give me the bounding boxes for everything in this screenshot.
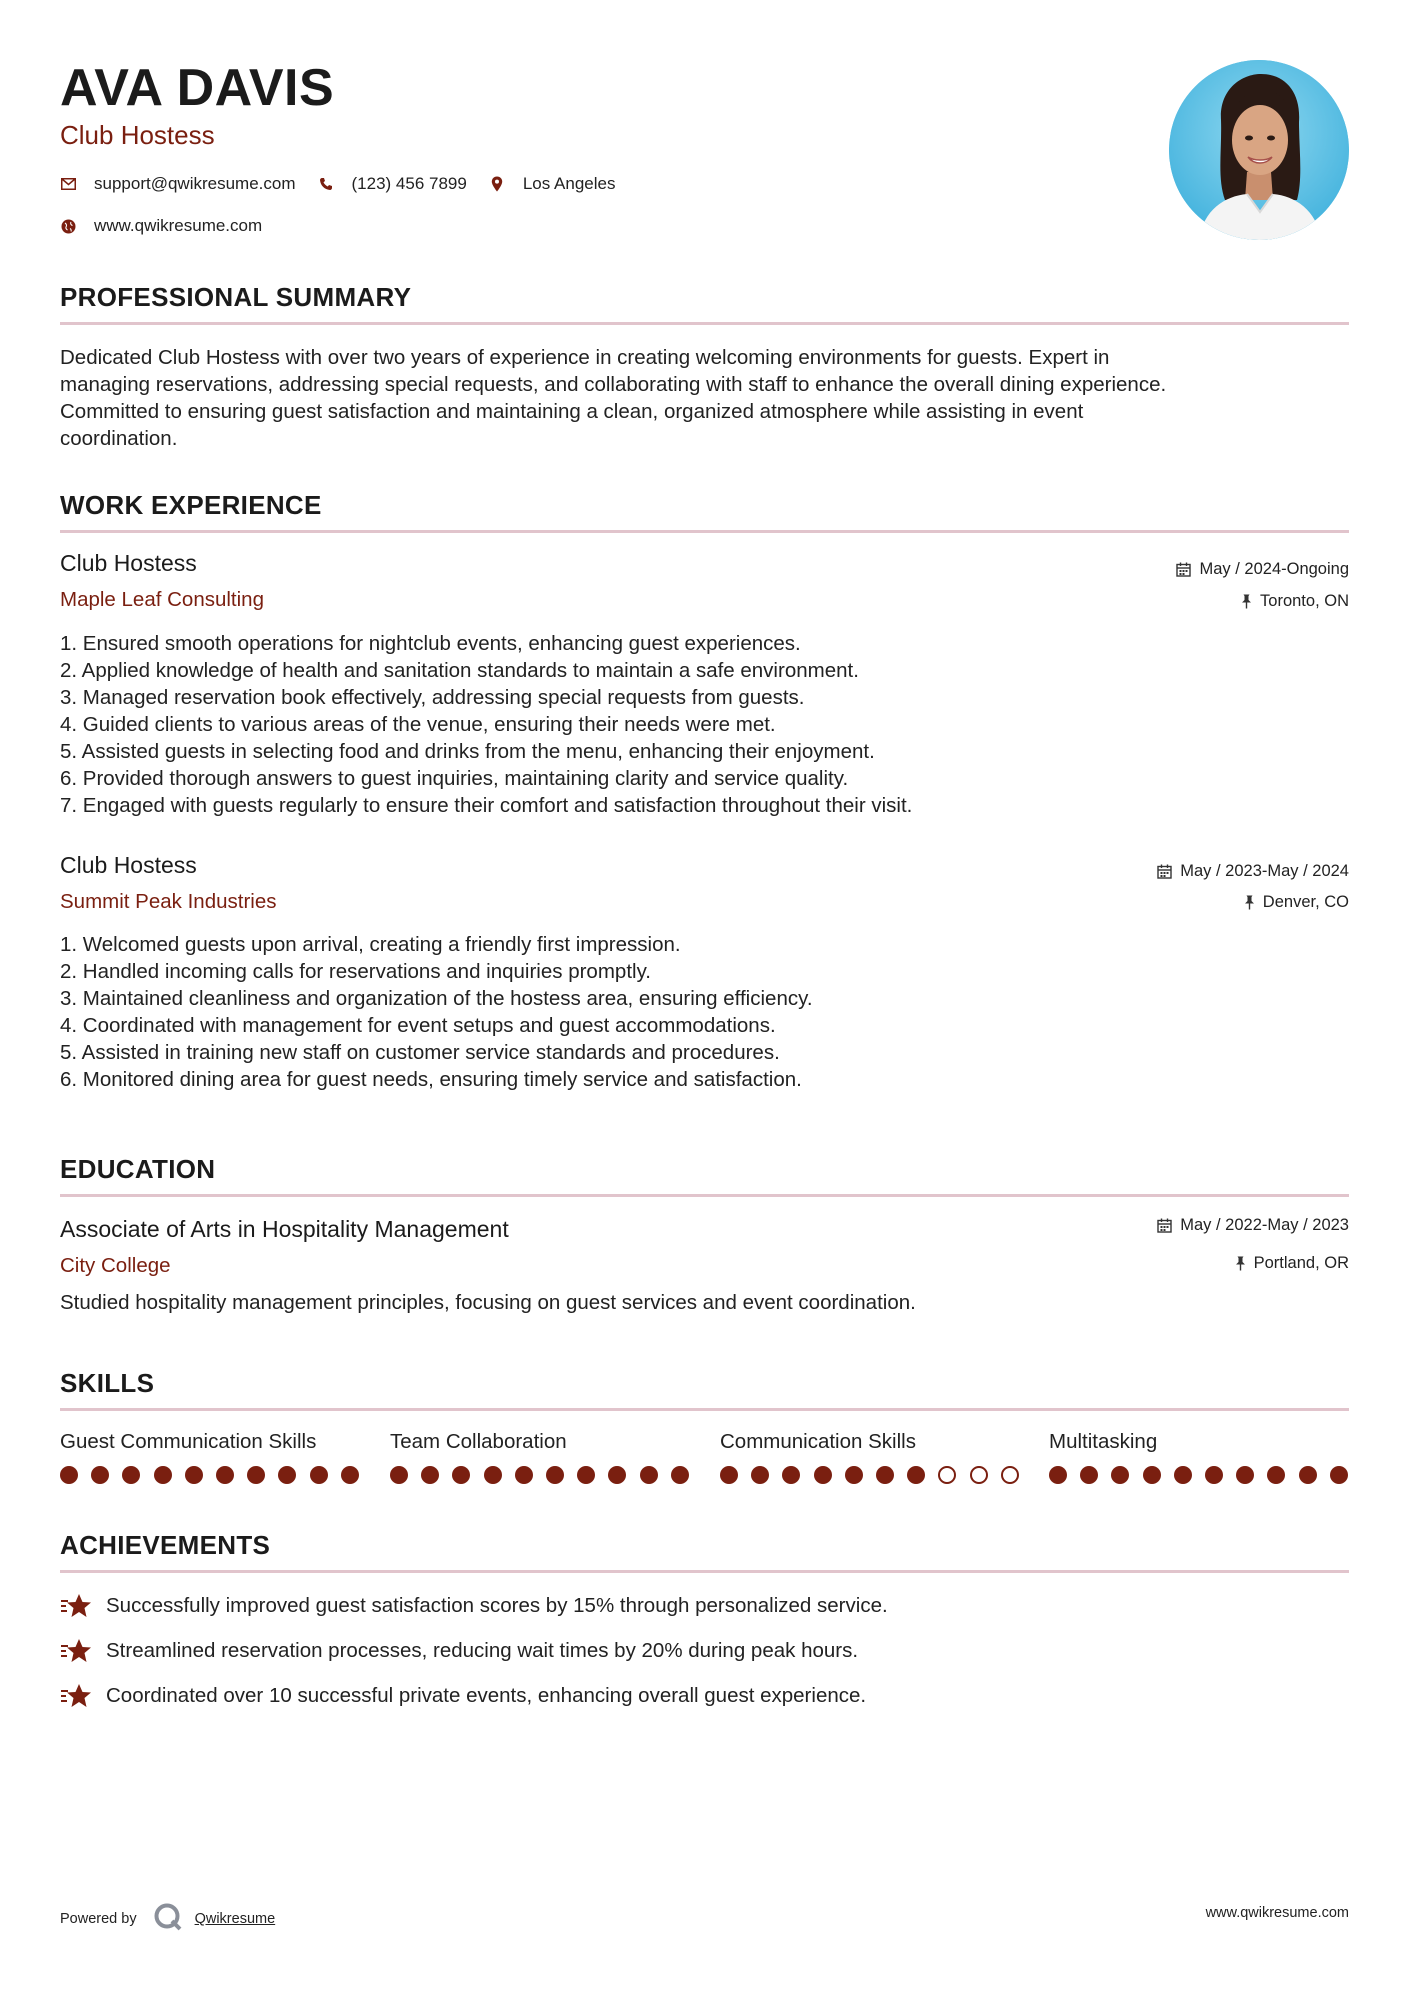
envelope-icon xyxy=(60,176,76,192)
skill-dot-filled xyxy=(484,1466,502,1484)
contact-location xyxy=(489,174,616,194)
achievements-heading: ACHIEVEMENTS xyxy=(60,1530,271,1560)
pushpin-icon xyxy=(1244,895,1255,910)
skills-list xyxy=(60,1430,1349,1490)
achievement-text: Streamlined reservation processes, reducing wait times by 20% during peak hours. xyxy=(106,1639,859,1662)
footer-website[interactable]: www.qwikresume.com xyxy=(1205,1905,1349,1921)
summary-heading: PROFESSIONAL SUMMARY xyxy=(60,282,412,312)
skill-dot-filled xyxy=(60,1466,78,1484)
qwikresume-link[interactable]: Qwikresume xyxy=(194,1911,276,1927)
skill-name: Communication Skills xyxy=(720,1430,916,1453)
globe-icon xyxy=(60,218,76,234)
skill-dot-filled xyxy=(310,1466,328,1484)
section-divider xyxy=(60,322,1349,325)
skill-dot-filled xyxy=(720,1466,738,1484)
section-divider xyxy=(60,1194,1349,1197)
achievement-text: Coordinated over 10 successful private events, enhancing overall guest experience. xyxy=(106,1684,867,1707)
skill-dot-filled xyxy=(341,1466,359,1484)
skill-dot-filled xyxy=(1049,1466,1067,1484)
skill-dot-filled xyxy=(91,1466,109,1484)
experience-heading: WORK EXPERIENCE xyxy=(60,490,322,520)
degree-title: Associate of Arts in Hospitality Management xyxy=(60,1216,509,1242)
pushpin-icon xyxy=(1235,1256,1246,1271)
skill-dot-filled xyxy=(1236,1466,1254,1484)
list-item: 5. Assisted guests in selecting food and drinks from the menu, enhancing their enjoyment. xyxy=(60,740,875,763)
skill-dot-filled xyxy=(1330,1466,1348,1484)
location-text: Los Angeles xyxy=(522,174,616,193)
job-location xyxy=(1244,893,1349,912)
job-dates-text: May / 2024-Ongoing xyxy=(1199,560,1349,578)
school-name: City College xyxy=(60,1254,171,1277)
education-dates-text: May / 2022-May / 2023 xyxy=(1180,1216,1349,1234)
calendar-icon xyxy=(1157,864,1172,879)
contact-website[interactable] xyxy=(60,216,262,236)
achievement-item xyxy=(60,1682,866,1710)
list-item: 4. Guided clients to various areas of the venue, ensuring their needs were met. xyxy=(60,713,776,736)
skill-dot-filled xyxy=(278,1466,296,1484)
education-location-text: Portland, OR xyxy=(1253,1254,1349,1272)
list-item: 1. Welcomed guests upon arrival, creating a friendly first impression. xyxy=(60,933,681,956)
skill-dot-filled xyxy=(247,1466,265,1484)
skill-rating xyxy=(720,1466,1020,1486)
summary-line: Committed to ensuring guest satisfaction and maintaining a clean, organized atmosphere while assisting in event xyxy=(60,400,1084,423)
contact-phone[interactable] xyxy=(318,174,467,194)
candidate-name: AVA DAVIS xyxy=(60,59,335,117)
skill-dot-empty xyxy=(1001,1466,1019,1484)
skill-dot-filled xyxy=(122,1466,140,1484)
summary-line: coordination. xyxy=(60,427,178,450)
skill-name: Multitasking xyxy=(1049,1430,1158,1453)
skill-dot-filled xyxy=(515,1466,533,1484)
list-item: 2. Handled incoming calls for reservations and inquiries promptly. xyxy=(60,960,651,983)
job-dates xyxy=(1157,862,1349,881)
section-divider xyxy=(60,530,1349,533)
skill-dot-filled xyxy=(1080,1466,1098,1484)
section-divider xyxy=(60,1408,1349,1411)
skill-dot-filled xyxy=(1111,1466,1129,1484)
job-bullets xyxy=(60,630,1349,819)
skill-rating xyxy=(1049,1466,1349,1486)
list-item: 1. Ensured smooth operations for nightclub events, enhancing guest experiences. xyxy=(60,632,801,655)
list-item: 4. Coordinated with management for event setups and guest accommodations. xyxy=(60,1014,776,1037)
skill-dot-filled xyxy=(751,1466,769,1484)
summary-line: Dedicated Club Hostess with over two years of experience in creating welcoming environments for guests. Expert in xyxy=(60,346,1110,369)
calendar-icon xyxy=(1176,562,1191,577)
phone-icon xyxy=(318,176,334,192)
list-item: 2. Applied knowledge of health and sanitation standards to maintain a safe environment. xyxy=(60,659,859,682)
skill-dot-filled xyxy=(1174,1466,1192,1484)
list-item: 3. Maintained cleanliness and organization of the hostess area, ensuring efficiency. xyxy=(60,987,813,1010)
skill-dot-filled xyxy=(814,1466,832,1484)
candidate-role: Club Hostess xyxy=(60,120,215,150)
education-heading: EDUCATION xyxy=(60,1154,216,1184)
achievement-item xyxy=(60,1637,858,1665)
skill-item xyxy=(60,1430,360,1458)
map-pin-icon xyxy=(489,176,505,192)
star-icon xyxy=(60,1682,92,1710)
skill-dot-filled xyxy=(876,1466,894,1484)
phone-text: (123) 456 7899 xyxy=(351,174,467,193)
list-item: 3. Managed reservation book effectively, addressing special requests from guests. xyxy=(60,686,805,709)
skills-heading: SKILLS xyxy=(60,1368,155,1398)
website-text: www.qwikresume.com xyxy=(94,216,263,235)
skill-dot-filled xyxy=(1205,1466,1223,1484)
education-dates xyxy=(1157,1216,1349,1235)
contact-email[interactable] xyxy=(60,174,296,194)
contact-info xyxy=(60,172,960,256)
star-icon xyxy=(60,1592,92,1620)
skill-dot-empty xyxy=(970,1466,988,1484)
skill-dot-empty xyxy=(938,1466,956,1484)
skill-name: Team Collaboration xyxy=(390,1430,567,1453)
list-item: 7. Engaged with guests regularly to ensure their comfort and satisfaction throughout their visit. xyxy=(60,794,913,817)
achievement-item xyxy=(60,1592,888,1620)
job-bullets xyxy=(60,931,1349,1093)
qwikresume-logo-icon xyxy=(153,1902,183,1936)
skill-dot-filled xyxy=(1143,1466,1161,1484)
list-item: 6. Provided thorough answers to guest inquiries, maintaining clarity and service quality. xyxy=(60,767,849,790)
calendar-icon xyxy=(1157,1218,1172,1233)
skill-dot-filled xyxy=(154,1466,172,1484)
skill-dot-filled xyxy=(608,1466,626,1484)
list-item: 5. Assisted in training new staff on customer service standards and procedures. xyxy=(60,1041,780,1064)
skill-dot-filled xyxy=(845,1466,863,1484)
job-dates xyxy=(1176,560,1349,579)
section-divider xyxy=(60,1570,1349,1573)
skill-item xyxy=(720,1430,1020,1458)
pushpin-icon xyxy=(1241,594,1252,609)
star-icon xyxy=(60,1637,92,1665)
education-description: Studied hospitality management principles, focusing on guest services and event coordination. xyxy=(60,1291,916,1314)
skill-dot-filled xyxy=(1267,1466,1285,1484)
job-location-text: Denver, CO xyxy=(1262,893,1349,911)
summary-text xyxy=(60,344,1349,452)
email-text: support@qwikresume.com xyxy=(94,174,296,193)
education-location xyxy=(1235,1254,1349,1273)
skill-dot-filled xyxy=(216,1466,234,1484)
summary-line: managing reservations, addressing special requests, and collaborating with staff to enhance the overall dining experience. xyxy=(60,373,1167,396)
skill-dot-filled xyxy=(577,1466,595,1484)
skill-name: Guest Communication Skills xyxy=(60,1430,317,1453)
profile-photo xyxy=(1169,60,1349,240)
skill-dot-filled xyxy=(546,1466,564,1484)
skill-dot-filled xyxy=(640,1466,658,1484)
achievement-text: Successfully improved guest satisfaction scores by 15% through personalized service. xyxy=(106,1594,888,1617)
job-company: Summit Peak Industries xyxy=(60,890,277,913)
footer-powered-by xyxy=(60,1902,275,1936)
skill-dot-filled xyxy=(421,1466,439,1484)
skill-dot-filled xyxy=(185,1466,203,1484)
job-company: Maple Leaf Consulting xyxy=(60,588,264,611)
skill-dot-filled xyxy=(782,1466,800,1484)
skill-rating xyxy=(60,1466,360,1486)
job-dates-text: May / 2023-May / 2024 xyxy=(1180,862,1349,880)
job-title: Club Hostess xyxy=(60,852,197,878)
resume-page xyxy=(60,0,1349,1990)
list-item: 6. Monitored dining area for guest needs, ensuring timely service and satisfaction. xyxy=(60,1068,802,1091)
job-location xyxy=(1241,592,1349,611)
skill-dot-filled xyxy=(907,1466,925,1484)
skill-item xyxy=(390,1430,690,1458)
skill-dot-filled xyxy=(452,1466,470,1484)
skill-dot-filled xyxy=(390,1466,408,1484)
job-location-text: Toronto, ON xyxy=(1260,592,1349,610)
job-title: Club Hostess xyxy=(60,550,197,576)
skill-item xyxy=(1049,1430,1349,1458)
skill-dot-filled xyxy=(671,1466,689,1484)
skill-rating xyxy=(390,1466,690,1486)
powered-by-label: Powered by xyxy=(60,1911,137,1927)
skill-dot-filled xyxy=(1299,1466,1317,1484)
